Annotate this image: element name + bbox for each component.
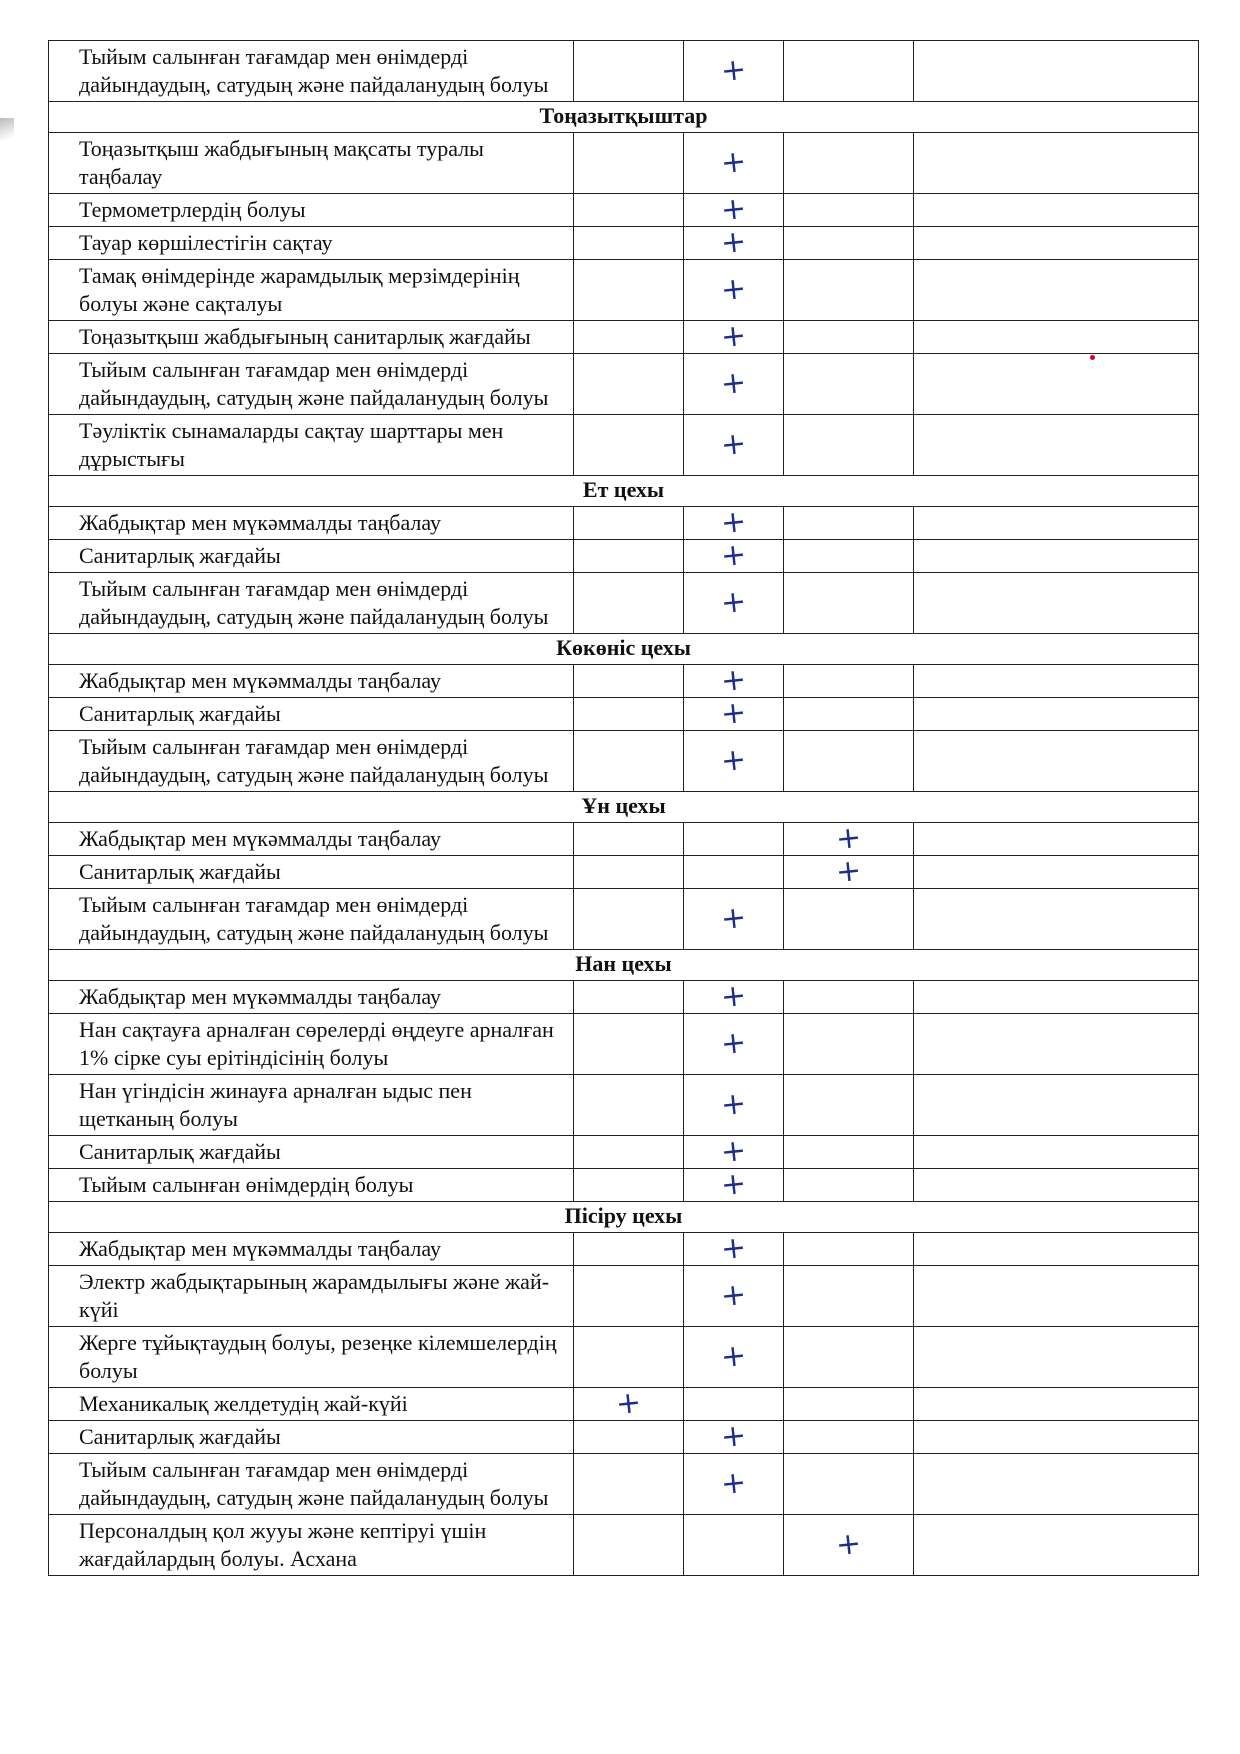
mark-cell-3 [784,1421,914,1454]
mark-cell-4 [914,194,1199,227]
criterion-label: Тауар көршілестігін сақтау [49,227,574,260]
mark-cell-1 [574,1136,684,1169]
mark-cell-3 [784,852,914,890]
mark-cell-4 [914,1136,1199,1169]
checklist-row [49,1327,1199,1388]
mark-cell-4 [914,823,1199,856]
mark-cell-2 [684,977,784,1015]
mark-cell-2 [684,1132,784,1170]
checklist-row [49,856,1199,889]
mark-cell-1 [574,1384,684,1422]
handwritten-plus-mark: + [719,1464,748,1502]
handwritten-plus-mark: + [719,741,748,779]
mark-cell-1 [574,260,684,321]
mark-cell-3 [784,573,914,634]
checklist-row [49,823,1199,856]
handwritten-plus-mark: + [719,1276,748,1314]
criterion-label: Санитарлық жағдайы [49,698,574,731]
mark-cell-3 [784,1266,914,1327]
criterion-label: Тыйым салынған тағамдар мен өнімдерді дайындаудың, сатудың және пайдаланудың болуы [49,889,574,950]
checklist-row [49,731,1199,792]
criterion-label: Тамақ өнімдерінде жарамдылық мерзімдерінің болуы және сақталуы [49,260,574,321]
mark-cell-3 [784,1388,914,1421]
mark-cell-3 [784,41,914,102]
mark-cell-2 [684,1014,784,1075]
checklist-row [49,194,1199,227]
criterion-label: Санитарлық жағдайы [49,1421,574,1454]
mark-cell-2 [684,694,784,732]
mark-cell-2 [684,354,784,415]
checklist-row [49,260,1199,321]
mark-cell-4 [914,698,1199,731]
mark-cell-1 [574,1421,684,1454]
checklist-row [49,540,1199,573]
mark-cell-2 [684,1266,784,1327]
checklist-row [49,354,1199,415]
mark-cell-2 [684,1454,784,1515]
mark-cell-2 [684,190,784,228]
mark-cell-2 [684,317,784,355]
checklist-row [49,415,1199,476]
mark-cell-1 [574,354,684,415]
mark-cell-4 [914,1075,1199,1136]
handwritten-plus-mark: + [719,190,748,228]
handwritten-plus-mark: + [719,143,748,181]
criterion-label: Жабдықтар мен мүкәммалды таңбалау [49,981,574,1014]
checklist-row [49,1388,1199,1421]
criterion-label: Тоңазытқыш жабдығының санитарлық жағдайы [49,321,574,354]
checklist-row [49,1421,1199,1454]
mark-cell-2 [684,1229,784,1267]
mark-cell-4 [914,731,1199,792]
mark-cell-1 [574,41,684,102]
checklist-row [49,1136,1199,1169]
criterion-label: Тыйым салынған тағамдар мен өнімдерді дайындаудың, сатудың және пайдаланудың болуы [49,354,574,415]
criterion-label: Жабдықтар мен мүкәммалды таңбалау [49,665,574,698]
checklist-row [49,1169,1199,1202]
mark-cell-4 [914,415,1199,476]
mark-cell-3 [784,731,914,792]
mark-cell-4 [914,507,1199,540]
mark-cell-2 [684,1515,784,1576]
mark-cell-4 [914,1388,1199,1421]
criterion-label: Санитарлық жағдайы [49,540,574,573]
handwritten-plus-mark: + [719,899,748,937]
criterion-label: Жабдықтар мен мүкәммалды таңбалау [49,507,574,540]
criterion-label: Нан үгіндісін жинауға арналған ыдыс пен щетканың болуы [49,1075,574,1136]
criterion-label: Тәуліктік сынамаларды сақтау шарттары мен дұрыстығы [49,415,574,476]
section-title: Көкөніс цехы [49,634,1199,665]
handwritten-plus-mark: + [719,270,748,308]
handwritten-plus-mark: + [719,661,748,699]
mark-cell-2 [684,1417,784,1455]
checklist-row [49,665,1199,698]
mark-cell-2 [684,1075,784,1136]
checklist-row [49,1454,1199,1515]
mark-cell-1 [574,1075,684,1136]
mark-cell-4 [914,856,1199,889]
criterion-label: Нан сақтауға арналған сөрелерді өңдеуге арналған 1% сірке суы ерітіндісінің болуы [49,1014,574,1075]
mark-cell-4 [914,1233,1199,1266]
mark-cell-3 [784,133,914,194]
checklist-row [49,41,1199,102]
handwritten-plus-mark: + [719,694,748,732]
mark-cell-1 [574,133,684,194]
mark-cell-1 [574,981,684,1014]
mark-cell-2 [684,415,784,476]
handwritten-plus-mark: + [719,1085,748,1123]
handwritten-plus-mark: + [614,1384,643,1422]
mark-cell-3 [784,981,914,1014]
mark-cell-4 [914,1515,1199,1576]
handwritten-plus-mark: + [719,425,748,463]
section-title: Ет цехы [49,476,1199,507]
mark-cell-4 [914,354,1199,415]
checklist-row [49,321,1199,354]
mark-cell-1 [574,1169,684,1202]
section-header-row [49,792,1199,823]
mark-cell-2 [684,260,784,321]
mark-cell-4 [914,133,1199,194]
mark-cell-2 [684,133,784,194]
checklist-row [49,981,1199,1014]
checklist-row [49,1266,1199,1327]
mark-cell-4 [914,1266,1199,1327]
mark-cell-1 [574,507,684,540]
mark-cell-2 [684,41,784,102]
mark-cell-1 [574,540,684,573]
mark-cell-2 [684,1327,784,1388]
checklist-row [49,133,1199,194]
page-corner-fold [0,118,14,148]
mark-cell-1 [574,1454,684,1515]
mark-cell-1 [574,665,684,698]
handwritten-plus-mark: + [719,364,748,402]
criterion-label: Жабдықтар мен мүкәммалды таңбалау [49,823,574,856]
mark-cell-4 [914,573,1199,634]
mark-cell-3 [784,321,914,354]
criterion-label: Механикалық желдетудің жай-күйі [49,1388,574,1421]
handwritten-plus-mark: + [719,1417,748,1455]
mark-cell-3 [784,1136,914,1169]
handwritten-plus-mark: + [719,977,748,1015]
handwritten-plus-mark: + [719,51,748,89]
criterion-label: Тоңазытқыш жабдығының мақсаты туралы таңбалау [49,133,574,194]
section-header-row [49,102,1199,133]
mark-cell-2 [684,503,784,541]
mark-cell-4 [914,1454,1199,1515]
mark-cell-4 [914,227,1199,260]
mark-cell-3 [784,1515,914,1576]
mark-cell-3 [784,1233,914,1266]
section-header-row [49,950,1199,981]
handwritten-plus-mark: + [719,1024,748,1062]
handwritten-plus-mark: + [719,536,748,574]
mark-cell-2 [684,731,784,792]
mark-cell-3 [784,354,914,415]
section-title: Тоңазытқыштар [49,102,1199,133]
handwritten-plus-mark: + [834,819,863,857]
mark-cell-4 [914,41,1199,102]
mark-cell-2 [684,1165,784,1203]
mark-cell-2 [684,856,784,889]
mark-cell-2 [684,823,784,856]
criterion-label: Тыйым салынған тағамдар мен өнімдерді дайындаудың, сатудың және пайдаланудың болуы [49,41,574,102]
mark-cell-4 [914,1169,1199,1202]
mark-cell-1 [574,731,684,792]
checklist-row [49,698,1199,731]
inspection-checklist-table [48,40,1199,1576]
handwritten-plus-mark: + [719,583,748,621]
criterion-label: Жабдықтар мен мүкәммалды таңбалау [49,1233,574,1266]
checklist-row [49,227,1199,260]
criterion-label: Санитарлық жағдайы [49,856,574,889]
handwritten-plus-mark: + [719,1132,748,1170]
mark-cell-1 [574,823,684,856]
mark-cell-1 [574,194,684,227]
mark-cell-1 [574,698,684,731]
handwritten-plus-mark: + [719,1165,748,1203]
mark-cell-4 [914,665,1199,698]
checklist-row [49,1075,1199,1136]
handwritten-plus-mark: + [719,1337,748,1375]
handwritten-plus-mark: + [834,852,863,890]
mark-cell-2 [684,536,784,574]
criterion-label: Тыйым салынған өнімдердің болуы [49,1169,574,1202]
criterion-label: Жерге тұйықтаудың болуы, резеңке кілемшелердің болуы [49,1327,574,1388]
criterion-label: Термометрлердің болуы [49,194,574,227]
section-header-row [49,476,1199,507]
mark-cell-1 [574,321,684,354]
mark-cell-4 [914,260,1199,321]
mark-cell-4 [914,321,1199,354]
criterion-label: Тыйым салынған тағамдар мен өнімдерді дайындаудың, сатудың және пайдаланудың болуы [49,1454,574,1515]
section-header-row [49,634,1199,665]
mark-cell-3 [784,227,914,260]
mark-cell-3 [784,540,914,573]
mark-cell-3 [784,260,914,321]
mark-cell-4 [914,889,1199,950]
mark-cell-3 [784,819,914,857]
criterion-label: Тыйым салынған тағамдар мен өнімдерді дайындаудың, сатудың және пайдаланудың болуы [49,573,574,634]
handwritten-plus-mark: + [834,1525,863,1563]
criterion-label: Тыйым салынған тағамдар мен өнімдерді дайындаудың, сатудың және пайдаланудың болуы [49,731,574,792]
mark-cell-4 [914,1421,1199,1454]
mark-cell-3 [784,194,914,227]
section-header-row [49,1202,1199,1233]
handwritten-plus-mark: + [719,1229,748,1267]
mark-cell-3 [784,1454,914,1515]
mark-cell-3 [784,665,914,698]
section-title: Нан цехы [49,950,1199,981]
mark-cell-3 [784,1327,914,1388]
criterion-label: Персоналдың қол жууы және кептіруі үшін жағдайлардың болуы. Асхана [49,1515,574,1576]
mark-cell-1 [574,227,684,260]
checklist-row [49,1014,1199,1075]
handwritten-plus-mark: + [719,317,748,355]
mark-cell-3 [784,507,914,540]
mark-cell-2 [684,1388,784,1421]
mark-cell-2 [684,223,784,261]
mark-cell-4 [914,1327,1199,1388]
mark-cell-2 [684,661,784,699]
mark-cell-1 [574,1014,684,1075]
handwritten-plus-mark: + [719,223,748,261]
mark-cell-2 [684,889,784,950]
criterion-label: Санитарлық жағдайы [49,1136,574,1169]
mark-cell-3 [784,1014,914,1075]
mark-cell-1 [574,856,684,889]
mark-cell-4 [914,540,1199,573]
checklist-row [49,889,1199,950]
mark-cell-1 [574,1515,684,1576]
checklist-row [49,1515,1199,1576]
section-title: Пісіру цехы [49,1202,1199,1233]
criterion-label: Электр жабдықтарының жарамдылығы және жай-күйі [49,1266,574,1327]
mark-cell-4 [914,1014,1199,1075]
mark-cell-3 [784,889,914,950]
mark-cell-4 [914,981,1199,1014]
section-title: Ұн цехы [49,792,1199,823]
mark-cell-1 [574,1266,684,1327]
mark-cell-1 [574,1233,684,1266]
mark-cell-1 [574,889,684,950]
mark-cell-3 [784,1075,914,1136]
mark-cell-3 [784,698,914,731]
mark-cell-3 [784,1169,914,1202]
mark-cell-2 [684,573,784,634]
checklist-row [49,1233,1199,1266]
checklist-row [49,507,1199,540]
mark-cell-1 [574,415,684,476]
mark-cell-1 [574,573,684,634]
handwritten-plus-mark: + [719,503,748,541]
mark-cell-1 [574,1327,684,1388]
checklist-row [49,573,1199,634]
mark-cell-3 [784,415,914,476]
